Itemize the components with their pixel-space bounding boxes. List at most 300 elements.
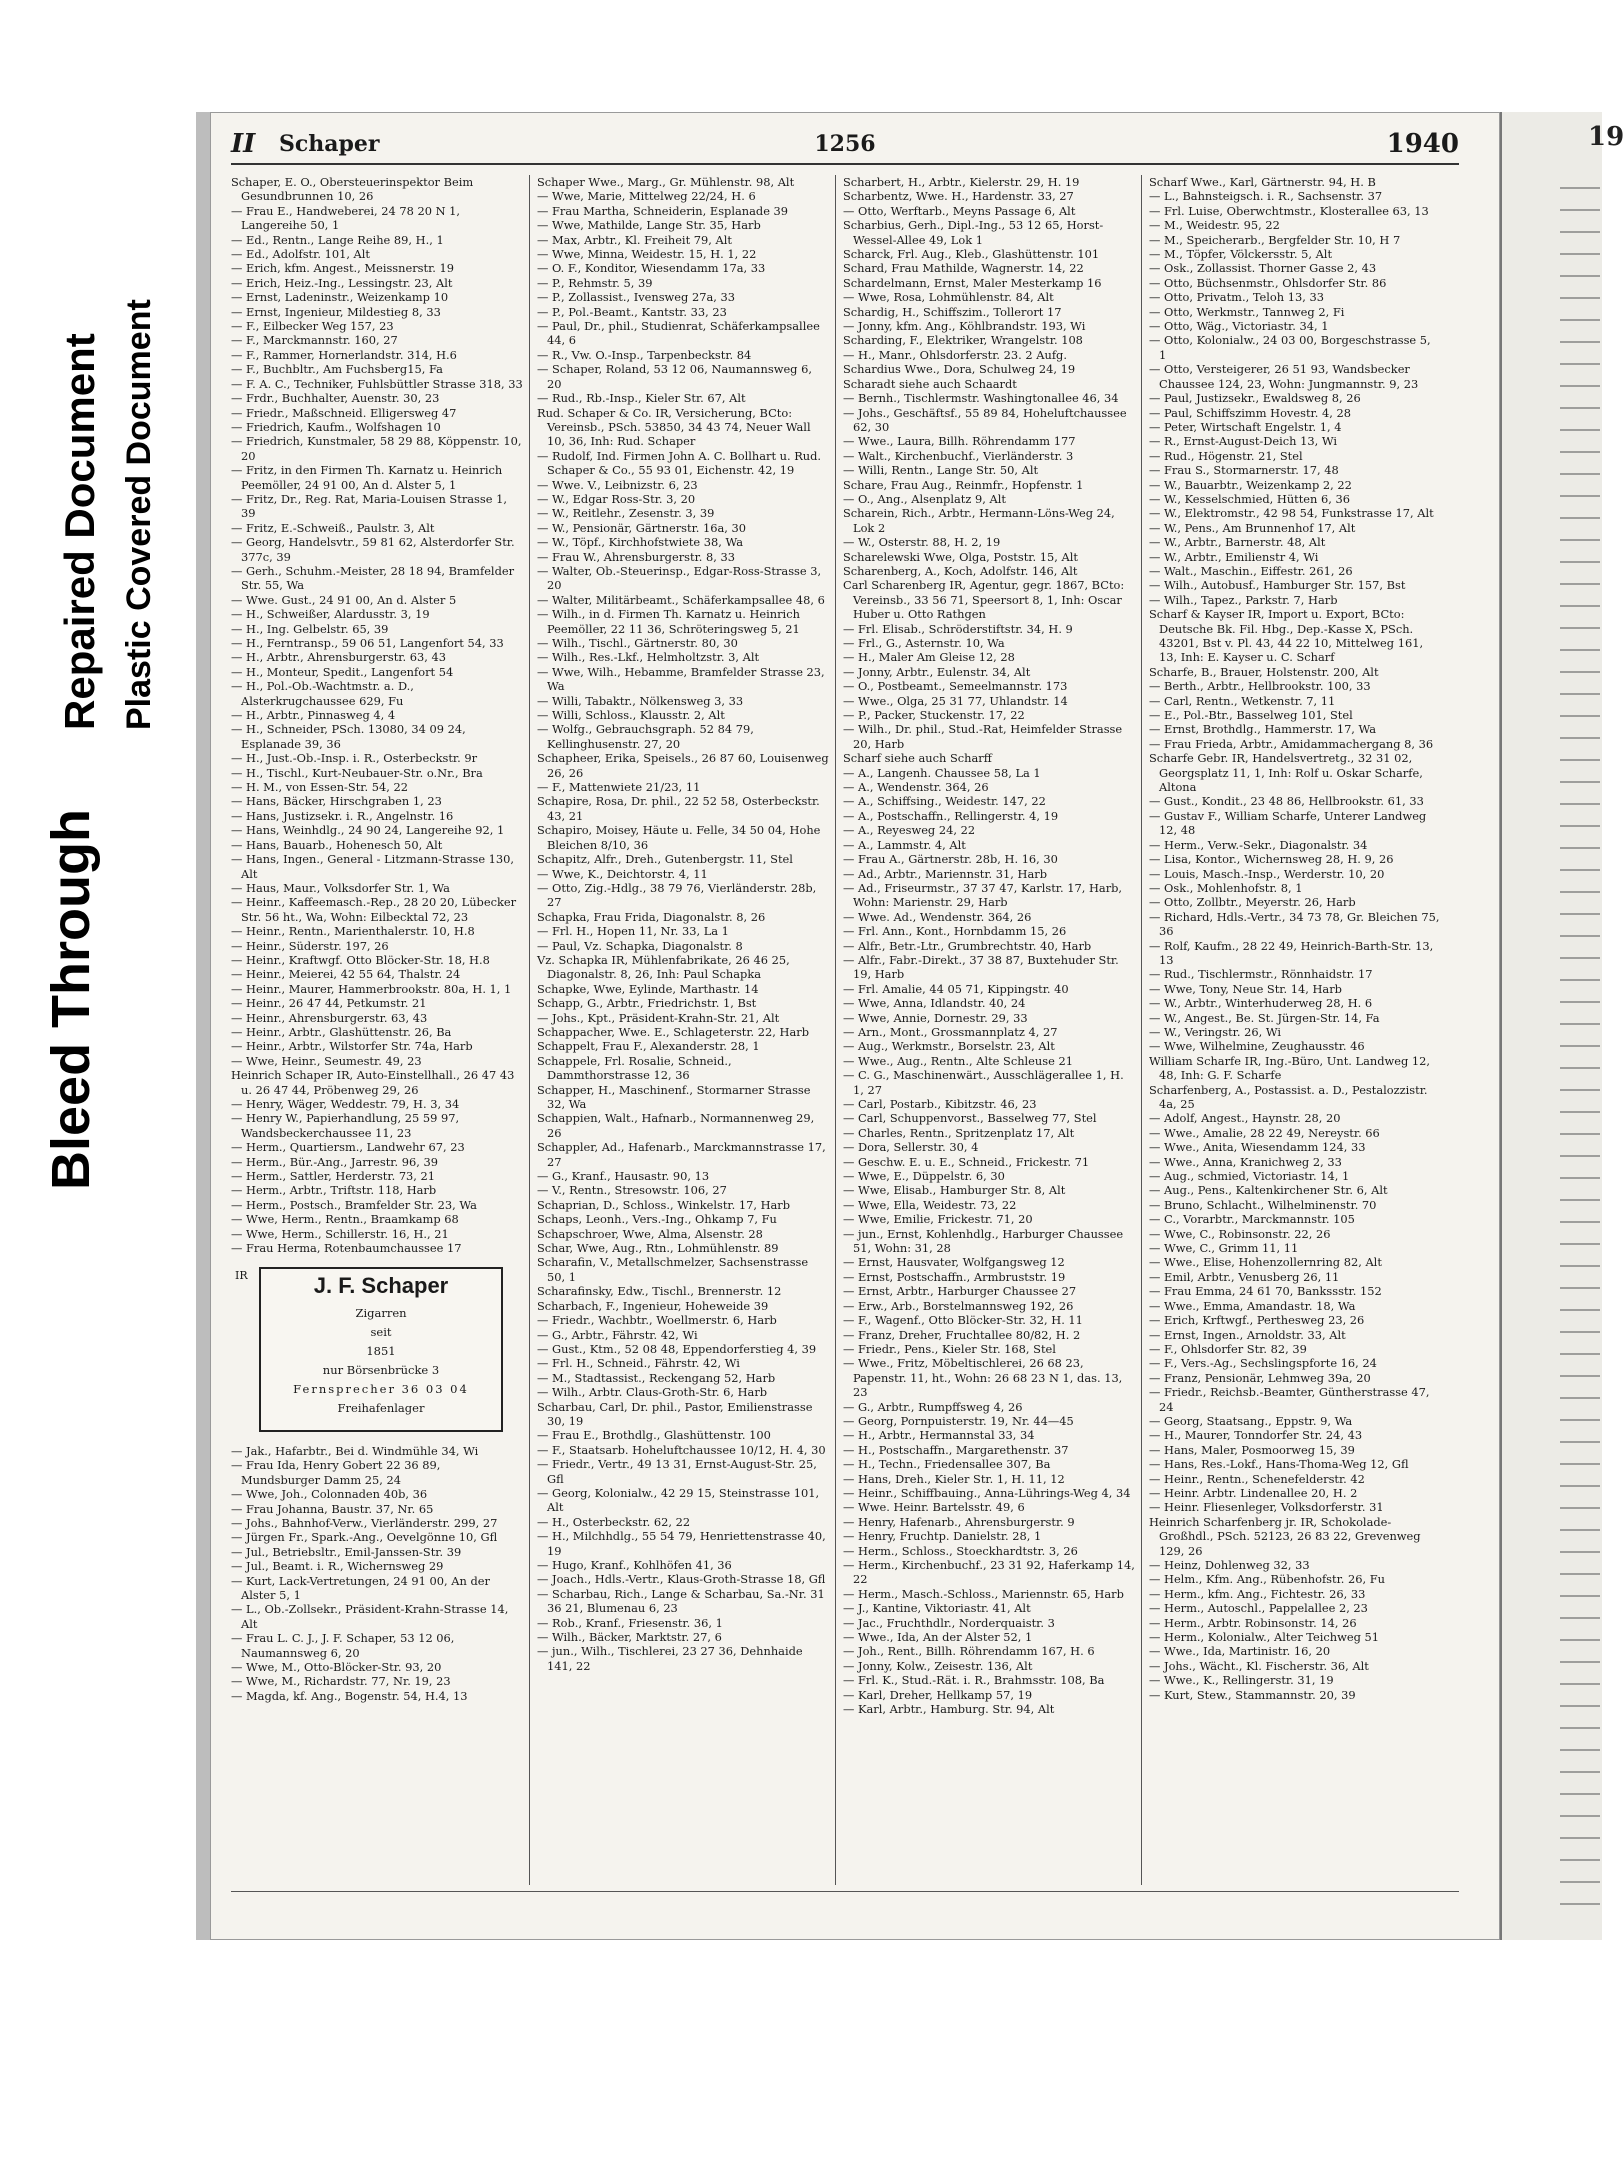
ad-line: Zigarren [355,1305,407,1320]
directory-entry: — Hans, Maler, Posmoorweg 15, 39 [1149,1442,1355,1457]
column-1-entries [231,175,523,1255]
directory-entry: — W., Angest., Be. St. Jürgen-Str. 14, Fa [1149,1010,1380,1025]
directory-entry: — Wilh., Autobusf., Hamburger Str. 157, Bst [1149,578,1406,593]
directory-entry: — Max, Arbtr., Kl. Freiheit 79, Alt [537,232,732,247]
directory-entry: — L., Ob.-Zollsekr., Präsident-Krahn-Strasse 14, Alt [231,1602,509,1631]
directory-entry: — O., Ang., Alsenplatz 9, Alt [843,491,1006,506]
directory-entry: Schapschroer, Wwe, Alma, Alsenstr. 28 [537,1226,763,1241]
directory-entry: — Otto, Privatm., Teloh 13, 33 [1149,290,1324,305]
directory-entry: — Osk., Mohlenhofstr. 8, 1 [1149,880,1303,895]
directory-entry: — Herm., Sattler, Herderstr. 73, 21 [231,1169,436,1184]
directory-entry: — Ad., Arbtr., Mariennstr. 31, Harb [843,866,1047,881]
directory-entry: — H. M., von Essen-Str. 54, 22 [231,780,408,795]
directory-entry: — Georg, Staatsang., Eppstr. 9, Wa [1149,1413,1353,1428]
directory-entry: — H., Osterbeckstr. 62, 22 [537,1514,691,1529]
plastic-covered-label: Plastic Covered Document [120,299,158,730]
directory-entry: — Rud., Rb.-Insp., Kieler Str. 67, Alt [537,391,746,406]
directory-entry: — Geschw. E. u. E., Schneid., Frickestr. 71 [843,1154,1090,1169]
directory-entry: Schapitz, Alfr., Dreh., Gutenbergstr. 11, Stel [537,852,793,867]
directory-entry: — Wwe, K., Deichtorstr. 4, 11 [537,866,708,881]
directory-entry: — Paul, Dr., phil., Studienrat, Schäferkampsallee 44, 6 [537,319,820,348]
directory-entry: — H., Maurer, Tonndorfer Str. 24, 43 [1149,1428,1363,1443]
directory-entry: — Hugo, Kranf., Kohlhöfen 41, 36 [537,1558,732,1572]
directory-entry: — Frau E., Handweberei, 24 78 20 N 1, Langereihe 50, 1 [231,203,461,233]
directory-entry: — F., Staatsarb. Hoheluftchaussee 10/12, H. 4, 30 [537,1442,826,1457]
directory-entry: — Wwe., K., Rellingerstr. 31, 19 [1149,1673,1334,1688]
directory-entry: — Ernst, Arbtr., Harburger Chaussee 27 [843,1284,1077,1299]
directory-entry: — Franz, Pensionär, Lehmweg 39a, 20 [1149,1370,1371,1385]
directory-entry: — Wwe, Herm., Schillerstr. 16, H., 21 [231,1226,449,1241]
directory-entry: — L., Bahnsteigsch. i. R., Sachsenstr. 37 [1149,189,1383,204]
directory-entry: — Wwe, Wilhelmine, Zeughausstr. 46 [1149,1039,1365,1054]
directory-entry: Scharelewski Wwe, Olga, Poststr. 15, Alt [843,549,1078,564]
directory-entry: — Wwe, Elisab., Hamburger Str. 8, Alt [843,1183,1066,1198]
directory-entry: Schare, Frau Aug., Reinmfr., Hopfenstr. 1 [843,477,1084,492]
directory-entry: — W., Bauarbtr., Weizenkamp 2, 22 [1149,477,1352,492]
directory-entry: — Jak., Hafarbtr., Bei d. Windmühle 34, Wi [231,1443,479,1458]
directory-entry: — H., Schweißer, Alardusstr. 3, 19 [231,607,430,622]
column-1-entries-after [231,1444,523,1703]
directory-entry: — Franz, Dreher, Fruchtallee 80/82, H. 2 [843,1327,1081,1342]
directory-entry: — R., Ernst-August-Deich 13, Wi [1149,434,1338,449]
directory-entry: — Johs., Geschäftsf., 55 89 84, Hoheluftchaussee 62, 30 [843,405,1127,434]
directory-entry: — Walter, Militärbeamt., Schäferkampsallee 48, 6 [537,592,825,607]
column-rule [1141,175,1142,1885]
directory-entry: Schappacher, Wwe. E., Schlageterstr. 22, Harb [537,1024,809,1039]
directory-entry: — Wwe., Elise, Hohenzollernring 82, Alt [1149,1255,1382,1270]
directory-entry: — W., Veringstr. 26, Wi [1149,1024,1281,1039]
directory-entry: — Wilh., Tapez., Parkstr. 7, Harb [1149,592,1338,607]
directory-entry: — E., Pol.-Btr., Basselweg 101, Stel [1149,708,1353,723]
directory-entry: — Ed., Rentn., Lange Reihe 89, H., 1 [231,232,444,247]
directory-entry: — C., Vorarbtr., Marckmannstr. 105 [1149,1212,1355,1227]
directory-entry: — Heinr., Maurer, Hammerbrookstr. 80a, H. 1, 1 [231,981,512,996]
directory-entry: — Frl., G., Asternstr. 10, Wa [843,636,1005,650]
directory-entry: — W., Elektromstr., 42 98 54, Funkstrasse 17, Alt [1149,506,1434,521]
directory-entry: — Karl, Dreher, Hellkamp 57, 19 [843,1687,1033,1702]
directory-entry: — Jonny, Kolw., Zeisestr. 136, Alt [843,1658,1033,1673]
directory-entry: — Aug., Werkmstr., Borselstr. 23, Alt [843,1039,1055,1054]
directory-entry: — Carl, Schuppenvorst., Basselweg 77, Stel [843,1111,1097,1126]
directory-entry: — Gustav F., William Scharfe, Unterer Landweg 12, 48 [1149,808,1427,838]
directory-entry: — Paul, Vz. Schapka, Diagonalstr. 8 [537,938,743,953]
directory-entry: — Wwe, Minna, Weidestr. 15, H. 1, 22 [537,247,757,262]
directory-entry: Vz. Schapka IR, Mühlenfabrikate, 26 46 25, Diagonalstr. 8, 26, Inh: Paul Schapka [537,952,790,982]
directory-entry: — Ed., Adolfstr. 101, Alt [231,247,371,262]
directory-entry: — H., Arbtr., Hermannstal 33, 34 [843,1428,1035,1443]
directory-entry: Schappler, Ad., Hafenarb., Marckmannstrasse 17, 27 [537,1140,826,1169]
directory-entry: — Frau Ida, Henry Gobert 22 36 89, Mundsburger Damm 25, 24 [231,1458,441,1487]
next-page-year: 19 [1588,122,1624,152]
directory-entry: Scharck, Frl. Aug., Kleb., Glashüttenstr. 101 [843,247,1100,262]
directory-entry: — W., Kesselschmied, Hütten 6, 36 [1149,491,1350,506]
directory-entry: — Jul., Betriebsltr., Emil-Janssen-Str. 39 [231,1544,462,1559]
directory-entry: — Friedr., Pens., Kieler Str. 168, Stel [843,1341,1056,1356]
directory-entry: — Wwe, Herm., Rentn., Braamkamp 68 [231,1212,459,1227]
directory-entry: — H., Milchhdlg., 55 54 79, Henriettenstrasse 40, 19 [537,1529,826,1558]
directory-entry: Scharding, F., Elektriker, Wrangelstr. 108 [843,333,1083,348]
directory-entry: — H., Arbtr., Pinnasweg 4, 4 [231,708,396,723]
directory-entry: — Otto, Zig.-Hdlg., 38 79 76, Vierländerstr. 28b, 27 [537,880,817,910]
directory-entry: — Haus, Maur., Volksdorfer Str. 1, Wa [231,880,450,895]
directory-entry: Schaprian, D., Schloss., Winkelstr. 17, Harb [537,1197,791,1212]
directory-entry: Schardig, H., Schiffszim., Tollerort 17 [843,304,1062,319]
directory-entry: — Jonny, kfm. Ang., Köhlbrandstr. 193, Wi [843,319,1086,334]
directory-entry: — Frl. H., Schneid., Fährstr. 42, Wi [537,1356,740,1371]
directory-entry: — Otto, Versteigerer, 26 51 93, Wandsbecker Chaussee 124, 23, Wohn: Jungmannstr. 9, 23 [1149,362,1419,391]
directory-entry: — G., Arbtr., Fährstr. 42, Wi [537,1327,698,1342]
directory-entry: — A., Lammstr. 4, Alt [843,837,966,852]
directory-entry: — Johs., Bahnhof-Verw., Vierländerstr. 299, 27 [231,1515,498,1530]
directory-entry: — Herm., Bür.-Ang., Jarrestr. 96, 39 [231,1154,438,1169]
directory-entry: — Jonny, Arbtr., Eulenstr. 34, Alt [843,664,1031,679]
directory-entry: Schapp, G., Arbtr., Friedrichstr. 1, Bst [537,996,757,1011]
directory-entry: — Scharbau, Rich., Lange & Scharbau, Sa.-Nr. 31 36 21, Blumenau 6, 23 [537,1586,825,1616]
directory-entry: — Hans, Ingen., General - Litzmann-Strasse 130, Alt [231,852,515,881]
directory-entry: — Hans, Bäcker, Hirschgraben 1, 23 [231,794,442,809]
directory-entry: — Herm., Postsch., Bramfelder Str. 23, Wa [231,1197,477,1212]
directory-entry: Rud. Schaper & Co. IR, Versicherung, BCto: Vereinsb., PSch. 53850, 34 43 74, Neuer Wall 10, 36, Inh: Rud. Schaper [537,405,811,449]
directory-entry: — Herm., Verw.-Sekr., Diagonalstr. 34 [1149,837,1368,852]
directory-entry: — Ernst, Postschaffn., Armbruststr. 19 [843,1269,1066,1284]
directory-entry: — M., Töpfer, Völckersstr. 5, Alt [1149,247,1333,262]
column-2 [537,175,829,1885]
directory-entry: — Kurt, Stew., Stammannstr. 20, 39 [1149,1687,1356,1702]
directory-entry: — Wwe, Wilh., Hebamme, Bramfelder Strasse 23, Wa [537,664,825,694]
directory-entry: — Henry, Hafenarb., Ahrensburgerstr. 9 [843,1514,1075,1529]
directory-entry: Scharbert, H., Arbtr., Kielerstr. 29, H. 19 [843,175,1080,189]
directory-entry: — Ernst, Hausvater, Wolfgangsweg 12 [843,1255,1065,1270]
directory-entry: — Heinr., Meierei, 42 55 64, Thalstr. 24 [231,967,461,982]
directory-entry: — H., Techn., Friedensallee 307, Ba [843,1457,1051,1472]
directory-entry: — Georg, Pornpuisterstr. 19, Nr. 44—45 [843,1413,1074,1428]
directory-entry: — F., Buchbltr., Am Fuchsberg15, Fa [231,362,443,377]
directory-entry: — Herm., Schloss., Stoeckhardtstr. 3, 26 [843,1543,1078,1558]
directory-entry: — Wilh., Arbtr. Claus-Groth-Str. 6, Harb [537,1385,768,1400]
directory-entry: — Erich, Heiz.-Ing., Lessingstr. 23, Alt [231,275,453,290]
page-header [231,129,1459,165]
directory-entry: Scharafinsky, Edw., Tischl., Brennerstr. 12 [537,1284,782,1299]
directory-entry: — Wolfg., Gebrauchsgraph. 52 84 79, Kellinghusenstr. 27, 20 [537,722,754,751]
directory-entry: — Fritz, Dr., Reg. Rat, Maria-Louisen Strasse 1, 39 [231,491,507,521]
directory-entry: — W., Edgar Ross-Str. 3, 20 [537,491,696,506]
directory-entry: — Wwe., Aug., Rentn., Alte Schleuse 21 [843,1053,1073,1068]
directory-page [210,112,1500,1940]
directory-entry: — Ernst, Brothdlg., Hammerstr. 17, Wa [1149,722,1377,737]
directory-entry: — Berth., Arbtr., Hellbrookstr. 100, 33 [1149,679,1371,694]
directory-entry: — A., Wendenstr. 364, 26 [843,780,989,795]
directory-entry: — Friedr., Vertr., 49 13 31, Ernst-August-Str. 25, Gfl [537,1457,817,1486]
directory-entry: — Frl. Amalie, 44 05 71, Kippingstr. 40 [843,981,1069,996]
directory-entry: — H., Tischl., Kurt-Neubauer-Str. o.Nr., Bra [231,765,483,780]
directory-entry: — Wwe., Anna, Kranichweg 2, 33 [1149,1154,1342,1169]
directory-entry: — Rud., Högenstr. 21, Stel [1149,448,1303,463]
directory-entry: — F., Ohlsdorfer Str. 82, 39 [1149,1341,1307,1356]
directory-entry: — F. A. C., Techniker, Fuhlsbüttler Strasse 318, 33 [231,376,523,391]
directory-entry: — Georg, Kolonialw., 42 29 15, Steinstrasse 101, Alt [537,1485,820,1515]
directory-entry: — Carl, Rentn., Wetkenstr. 7, 11 [1149,693,1336,708]
directory-entry: Scharf & Kayser IR, Import u. Export, BCto: Deutsche Bk. Fil. Hbg., Dep.-Kasse X, PSch. 43201, Bst v. Pl. 43, 44 22 10, Mittelweg 161, 13, Inh: E. Kayser u. C. Scharf [1149,607,1424,665]
directory-entry: — G., Kranf., Hausastr. 90, 13 [537,1169,710,1184]
directory-entry: — Willi, Tabaktr., Nölkensweg 3, 33 [537,693,744,708]
directory-entry: — Frau Johanna, Baustr. 37, Nr. 65 [231,1501,434,1516]
directory-entry: — H., Ing. Gelbelstr. 65, 39 [231,621,389,636]
directory-entry: — F., Eilbecker Weg 157, 23 [231,319,394,334]
directory-entry: — Gerh., Schuhm.-Meister, 28 18 94, Bramfelder Str. 55, Wa [231,563,515,593]
repaired-document-label: Repaired Document [56,333,103,730]
directory-entry: — P., Pol.-Beamt., Kantstr. 33, 23 [537,304,727,319]
directory-entry: — Jul., Beamt. i. R., Wichernsweg 29 [231,1559,444,1574]
directory-entry: — Wilh., Bäcker, Marktstr. 27, 6 [537,1630,722,1645]
directory-entry: — Herm., Masch.-Schloss., Mariennstr. 65, Harb [843,1586,1124,1601]
directory-entry: — Willi, Schloss., Klausstr. 2, Alt [537,708,725,723]
scan-margin [196,112,210,1940]
directory-entry: — Willi, Rentn., Lange Str. 50, Alt [843,463,1039,478]
directory-entry: — H., Monteur, Spedit., Langenfort 54 [231,664,454,679]
directory-entry: — Walt., Kirchenbuchf., Vierländerstr. 3 [843,448,1074,463]
directory-entry: — Wwe., Ida, An der Alster 52, 1 [843,1630,1033,1645]
directory-entry: — Frl. Luise, Oberwchtmstr., Klosterallee 63, 13 [1149,203,1429,218]
directory-entry: — Rob., Kranf., Friesenstr. 36, 1 [537,1615,723,1630]
directory-entry: Scharbentz, Wwe. H., Hardenstr. 33, 27 [843,189,1074,204]
directory-entry: — W., Pensionär, Gärtnerstr. 16a, 30 [537,520,747,535]
bottom-rule [231,1891,1459,1892]
directory-entry: — Heinr. Fliesenleger, Volksdorferstr. 31 [1149,1500,1384,1515]
directory-entry: — Rudolf, Ind. Firmen John A. C. Bollhart u. Rud. Schaper & Co., 55 93 01, Eichenstr. 42, 19 [537,448,822,478]
directory-entry: — Heinr., Arbtr., Wilstorfer Str. 74a, Harb [231,1039,473,1054]
directory-entry: — Friedrich, Kunstmaler, 58 29 88, Köppenstr. 10, 20 [231,434,522,463]
directory-entry: — Friedrich, Kaufm., Wolfshagen 10 [231,419,441,434]
directory-entry: — Johs., Kpt., Präsident-Krahn-Str. 21, Alt [537,1010,780,1025]
directory-entry: Schapheer, Erika, Speisels., 26 87 60, Louisenweg 26, 26 [537,751,829,780]
directory-entry: — Paul, Schiffszimm Hovestr. 4, 28 [1149,405,1351,420]
directory-entry: Scharbach, F., Ingenieur, Hoheweide 39 [537,1298,769,1313]
directory-entry: William Scharfe IR, Ing.-Büro, Unt. Landweg 12, 48, Inh: G. F. Scharfe [1149,1053,1431,1083]
directory-entry: — Wwe, Anna, Idlandstr. 40, 24 [843,996,1026,1011]
directory-entry: — Aug., Pens., Kaltenkirchener Str. 6, Alt [1149,1183,1388,1198]
ad-line: Freihafenlager [337,1400,425,1415]
directory-entry: — Bernh., Tischlermstr. Washingtonallee 46, 34 [843,391,1119,406]
directory-entry: — Herm., Kirchenbuchf., 23 31 92, Haferkamp 14, 22 [843,1558,1135,1587]
directory-entry: — Heinr., 26 47 44, Petkumstr. 21 [231,996,427,1011]
directory-entry: — Wwe, Mathilde, Lange Str. 35, Harb [537,218,761,233]
directory-entry: — Heinr., Rentn., Schenefelderstr. 42 [1149,1471,1365,1486]
directory-entry: — Magda, kf. Ang., Bogenstr. 54, H.4, 13 [231,1688,468,1703]
directory-entry: — Dora, Sellerstr. 30, 4 [843,1140,979,1155]
page-number: 1256 [814,131,876,157]
directory-entry: Schard, Frau Mathilde, Wagnerstr. 14, 22 [843,261,1084,276]
directory-entry: — Jürgen Fr., Spark.-Ang., Oevelgönne 10, Gfl [231,1530,498,1545]
directory-entry: — Heinr., Ahrensburgerstr. 63, 43 [231,1010,428,1025]
directory-entry: — H., Arbtr., Ahrensburgerstr. 63, 43 [231,650,446,665]
directory-entry: — Hans, Justizsekr. i. R., Angelnstr. 16 [231,808,454,823]
directory-entry: Schapper, H., Maschinenf., Stormarner Strasse 32, Wa [537,1082,811,1111]
directory-entry: Scharfenberg, A., Postassist. a. D., Pestalozzistr. 4a, 25 [1149,1082,1428,1111]
directory-entry: — Otto, Kolonialw., 24 03 00, Borgeschstrasse 5, 1 [1149,333,1431,362]
directory-entry: — F., Vers.-Ag., Sechslingspforte 16, 24 [1149,1356,1377,1371]
directory-entry: — Joach., Hdls.-Vertr., Klaus-Groth-Strasse 18, Gfl [537,1572,826,1587]
directory-entry: — Jac., Fruchthdlr., Norderquaistr. 3 [843,1615,1055,1630]
directory-entry: — Herm., Quartiersm., Landwehr 67, 23 [231,1140,465,1155]
directory-entry: — Erich, kfm. Angest., Meissnerstr. 19 [231,261,455,276]
directory-entry: — P., Zollassist., Ivensweg 27a, 33 [537,290,735,305]
directory-entry: — A., Schiffsing., Weidestr. 147, 22 [843,794,1046,809]
directory-entry: Heinrich Schaper IR, Auto-Einstellhall., 26 47 43 u. 26 47 44, Pröbenweg 29, 26 [231,1068,515,1097]
directory-entry: — Emil, Arbtr., Venusberg 26, 11 [1149,1269,1340,1284]
directory-entry: — Karl, Arbtr., Hamburg. Str. 94, Alt [843,1702,1055,1717]
directory-entry: — Peter, Wirtschaft Engelstr. 1, 4 [1149,419,1342,434]
directory-entry: — Heinr., Kaffeemasch.-Rep., 28 20 20, Lübecker Str. 56 ht., Wa, Wohn: Eilbecktal 72, 23 [231,895,517,924]
directory-entry: — Wwe, Joh., Colonnaden 40b, 36 [231,1487,428,1502]
directory-entry: — jun., Wilh., Tischlerei, 23 27 36, Dehnhaide 141, 22 [537,1644,803,1673]
directory-entry: — jun., Ernst, Kohlenhdlg., Harburger Chaussee 51, Wohn: 31, 28 [843,1226,1124,1256]
directory-entry: — Frl. Ann., Kont., Hornbdamm 15, 26 [843,924,1067,939]
directory-entry: Scharein, Rich., Arbtr., Hermann-Löns-Weg 24, Lok 2 [843,506,1115,535]
ad-line: 1851 [366,1343,396,1358]
directory-entry: — Wwe., Ida, Martinistr. 16, 20 [1149,1644,1331,1659]
directory-entry: — Wwe, E., Düppelstr. 6, 30 [843,1169,1005,1184]
directory-entry: — G., Arbtr., Rumpffsweg 4, 26 [843,1399,1023,1414]
directory-entry: — Walter, Ob.-Steuerinsp., Edgar-Ross-Strasse 3, 20 [537,563,822,593]
directory-entry: Scharf Wwe., Karl, Gärtnerstr. 94, H. B [1149,175,1376,189]
directory-entry: — Wwe. Ad., Wendenstr. 364, 26 [843,909,1032,924]
directory-entry: — Frau A., Gärtnerstr. 28b, H. 16, 30 [843,852,1058,867]
directory-entry: — Walt., Maschin., Eiffestr. 261, 26 [1149,563,1353,578]
directory-entry: — Frau S., Stormarnerstr. 17, 48 [1149,463,1339,478]
directory-entry: — W., Arbtr., Winterhuderweg 28, H. 6 [1149,996,1373,1011]
directory-entry: — Osk., Zollassist. Thorner Gasse 2, 43 [1149,261,1377,276]
directory-entry: — Lisa, Kontor., Wichernsweg 28, H. 9, 26 [1149,852,1394,867]
directory-entry: — Otto, Werkmstr., Tannweg 2, Fi [1149,304,1345,319]
column-3 [843,175,1135,1885]
directory-entry: — Otto, Zollbtr., Meyerstr. 26, Harb [1149,895,1356,910]
directory-entry: — Wwe, C., Grimm 11, 11 [1149,1241,1299,1256]
column-rule [529,175,530,1885]
directory-entry: — H., Pol.-Ob.-Wachtmstr. a. D., Alsterkrugchaussee 629, Fu [231,679,414,708]
directory-entry: — Fritz, in den Firmen Th. Karnatz u. Heinrich Peemöller, 24 91 00, An d. Alster 5, 1 [231,463,503,492]
directory-entry: — Otto, Büchsenmstr., Ohlsdorfer Str. 86 [1149,275,1387,290]
directory-entry: — Wilh., Dr. phil., Stud.-Rat, Heimfelder Strasse 20, Harb [843,722,1123,751]
directory-entry: — M., Stadtassist., Reckengang 52, Harb [537,1370,776,1385]
directory-entry: — Wwe., Amalie, 28 22 49, Nereystr. 66 [1149,1125,1380,1140]
directory-entry: — Wwe. Heinr. Bartelsstr. 49, 6 [843,1500,1025,1515]
directory-entry: — Herm., kfm. Ang., Fichtestr. 26, 33 [1149,1586,1366,1601]
ad-line: seit [370,1324,392,1339]
directory-entry: — Ad., Friseurmstr., 37 37 47, Karlstr. 17, Harb, Wohn: Marienstr. 29, Harb [843,880,1123,910]
directory-entry: — Heinr., Kraftwgf. Otto Blöcker-Str. 18, H.8 [231,952,490,967]
directory-entry: — Wwe, Annie, Dornestr. 29, 33 [843,1010,1028,1025]
directory-entry: Schaps, Leonh., Vers.-Ing., Ohkamp 7, Fu [537,1212,777,1227]
ad-mark: IR [235,1269,248,1283]
directory-entry: Schapiro, Moisey, Häute u. Felle, 34 50 04, Hohe Bleichen 8/10, 36 [537,823,821,852]
directory-entry: Schapire, Rosa, Dr. phil., 22 52 58, Osterbeckstr. 43, 21 [537,794,820,823]
directory-entry: — Frl. H., Hopen 11, Nr. 33, La 1 [537,924,729,939]
directory-entry: — Charles, Rentn., Spritzenplatz 17, Alt [843,1125,1075,1140]
directory-entry: Scharafin, V., Metallschmelzer, Sachsenstrasse 50, 1 [537,1255,809,1284]
directory-entry: — Wwe, C., Robinsonstr. 22, 26 [1149,1226,1331,1241]
directory-entry: — Wilh., in d. Firmen Th. Karnatz u. Heinrich Peemöller, 22 11 36, Schröteringsweg 5, 21 [537,607,800,636]
directory-entry: — Bruno, Schlacht., Wilhelminenstr. 70 [1149,1197,1377,1212]
directory-entry: — Heinr., Schiffbauing., Anna-Lührings-Weg 4, 34 [843,1485,1131,1500]
directory-entry: — Hans, Bauarb., Hohenesch 50, Alt [231,837,443,852]
directory-entry: — H., Postschaffn., Margarethenstr. 37 [843,1442,1069,1457]
directory-entry: — Wwe, Rosa, Lohmühlenstr. 84, Alt [843,290,1054,305]
directory-entry: — Frdr., Buchhalter, Auenstr. 30, 23 [231,391,440,406]
directory-entry: — Wwe. Gust., 24 91 00, An d. Alster 5 [231,592,457,607]
directory-entry: — O. F., Konditor, Wiesendamm 17a, 33 [537,261,766,276]
directory-entry: — Frau Martha, Schneiderin, Esplanade 39 [537,203,789,218]
directory-entry: — Wilh., Res.-Lkf., Helmholtzstr. 3, Alt [537,650,760,665]
directory-entry: Scharfe Gebr. IR, Handelsvertretg., 32 31 02, Georgsplatz 11, 1, Inh: Rolf u. Oskar Scharfe, Altona [1149,751,1423,795]
directory-entry: — Heinz, Dohlenweg 32, 33 [1149,1558,1310,1572]
directory-entry: Scharenberg, A., Koch, Adolfstr. 146, Alt [843,563,1078,578]
directory-entry: — Louis, Masch.-Insp., Werderstr. 10, 20 [1149,866,1385,881]
directory-entry: — A., Postschaffn., Rellingerstr. 4, 19 [843,808,1059,823]
directory-entry: — R., Vw. O.-Insp., Tarpenbeckstr. 84 [537,347,752,362]
directory-entry: — Ernst, Ladeninstr., Weizenkamp 10 [231,290,449,305]
directory-entry: — W., Osterstr. 88, H. 2, 19 [843,535,1001,550]
directory-entry: — Frau L. C. J., J. F. Schaper, 53 12 06, Naumannsweg 6, 20 [231,1631,455,1660]
directory-entry: — Henry W., Papierhandlung, 25 59 97, Wandsbeckerchaussee 11, 23 [231,1111,460,1140]
directory-entry: Scharfe, B., Brauer, Holstenstr. 200, Alt [1149,664,1379,679]
directory-entry: — Erich, Krftwgf., Perthesweg 23, 26 [1149,1313,1365,1328]
directory-entry: — Frau Emma, 24 61 70, Bankssstr. 152 [1149,1284,1382,1299]
directory-entry: — Gust., Kondit., 23 48 86, Hellbrookstr. 61, 33 [1149,794,1424,809]
directory-entry: — Wwe., Anita, Wiesendamm 124, 33 [1149,1140,1366,1155]
directory-entry: — F., Wagenf., Otto Blöcker-Str. 32, H. 11 [843,1313,1083,1328]
directory-entry: — H., Maler Am Gleise 12, 28 [843,650,1015,665]
directory-entry: Scharbius, Gerh., Dipl.-Ing., 53 12 65, Horst-Wessel-Allee 49, Lok 1 [843,218,1104,247]
directory-entry: — H., Schneider, PSch. 13080, 34 09 24, Esplanade 39, 36 [231,722,466,751]
directory-entry: — Frau Herma, Rotenbaumchaussee 17 [231,1241,462,1256]
directory-entry: — Wwe, Marie, Mittelweg 22/24, H. 6 [537,189,756,204]
directory-entry: — Frl. K., Stud.-Rät. i. R., Brahmsstr. 108, Ba [843,1673,1105,1688]
directory-entry: — Otto, Wäg., Victoriastr. 34, 1 [1149,319,1329,334]
directory-entry: Schapke, Wwe, Eylinde, Marthastr. 14 [537,981,759,996]
next-page-text-edge [1560,175,1600,1915]
directory-entry: — M., Weidestr. 95, 22 [1149,218,1280,233]
column-4 [1149,175,1441,1885]
directory-entry: — Carl, Postarb., Kibitzstr. 46, 23 [843,1097,1037,1111]
header-year: 1940 [1386,129,1459,159]
directory-entry: — Friedr., Maßschneid. Elligersweg 47 [231,405,457,420]
advertisement-box [235,1267,503,1431]
directory-entry: — Heinr., Arbtr., Glashüttenstr. 26, Ba [231,1024,452,1039]
directory-entry: Schappele, Frl. Rosalie, Schneid., Dammthorstrasse 12, 36 [537,1053,732,1083]
directory-entry: — Adolf, Angest., Haynstr. 28, 20 [1149,1111,1341,1126]
directory-entry: — Herm., Arbtr., Triftstr. 118, Harb [231,1183,437,1198]
ad-line: nur Börsenbrücke 3 [322,1362,440,1377]
directory-entry: — W., Töpf., Kirchhofstwiete 38, Wa [537,535,744,550]
directory-entry: — Frau Frieda, Arbtr., Amidammachergang 8, 36 [1149,736,1434,751]
directory-entry: — Frl. Elisab., Schröderstiftstr. 34, H. 9 [843,621,1073,636]
directory-entry: — Joh., Rent., Billh. Röhrendamm 167, H. 6 [843,1644,1095,1659]
directory-entry: — Friedr., Wachbtr., Woellmerstr. 6, Harb [537,1313,777,1328]
directory-entry: — O., Postbeamt., Semeelmannstr. 173 [843,679,1068,694]
directory-entry: — A., Langenh. Chaussee 58, La 1 [843,765,1041,780]
directory-entry: — H., Manr., Ohlsdorferstr. 23. 2 Aufg. [843,347,1067,362]
directory-entry: — Wwe, M., Otto-Blöcker-Str. 93, 20 [231,1659,442,1674]
directory-entry: Scharadt siehe auch Schaardt [843,376,1017,391]
directory-entry: — Henry, Wäger, Weddestr. 79, H. 3, 34 [231,1097,460,1111]
directory-entry: — Herm., Autoschl., Pappelallee 2, 23 [1149,1601,1368,1616]
directory-entry: — Richard, Hdls.-Vertr., 34 73 78, Gr. Bleichen 75, 36 [1149,909,1440,939]
directory-entry: — M., Speicherarb., Bergfelder Str. 10, H 7 [1149,232,1401,247]
directory-entry: — F., Rammer, Hornerlandstr. 314, H.6 [231,347,457,362]
directory-entry: — Ernst, Ingen., Arnoldstr. 33, Alt [1149,1327,1346,1342]
directory-entry: — F., Marckmannstr. 160, 27 [231,333,398,348]
directory-entry: — Georg, Handelsvtr., 59 81 62, Alsterdorfer Str. 377c, 39 [231,535,515,564]
